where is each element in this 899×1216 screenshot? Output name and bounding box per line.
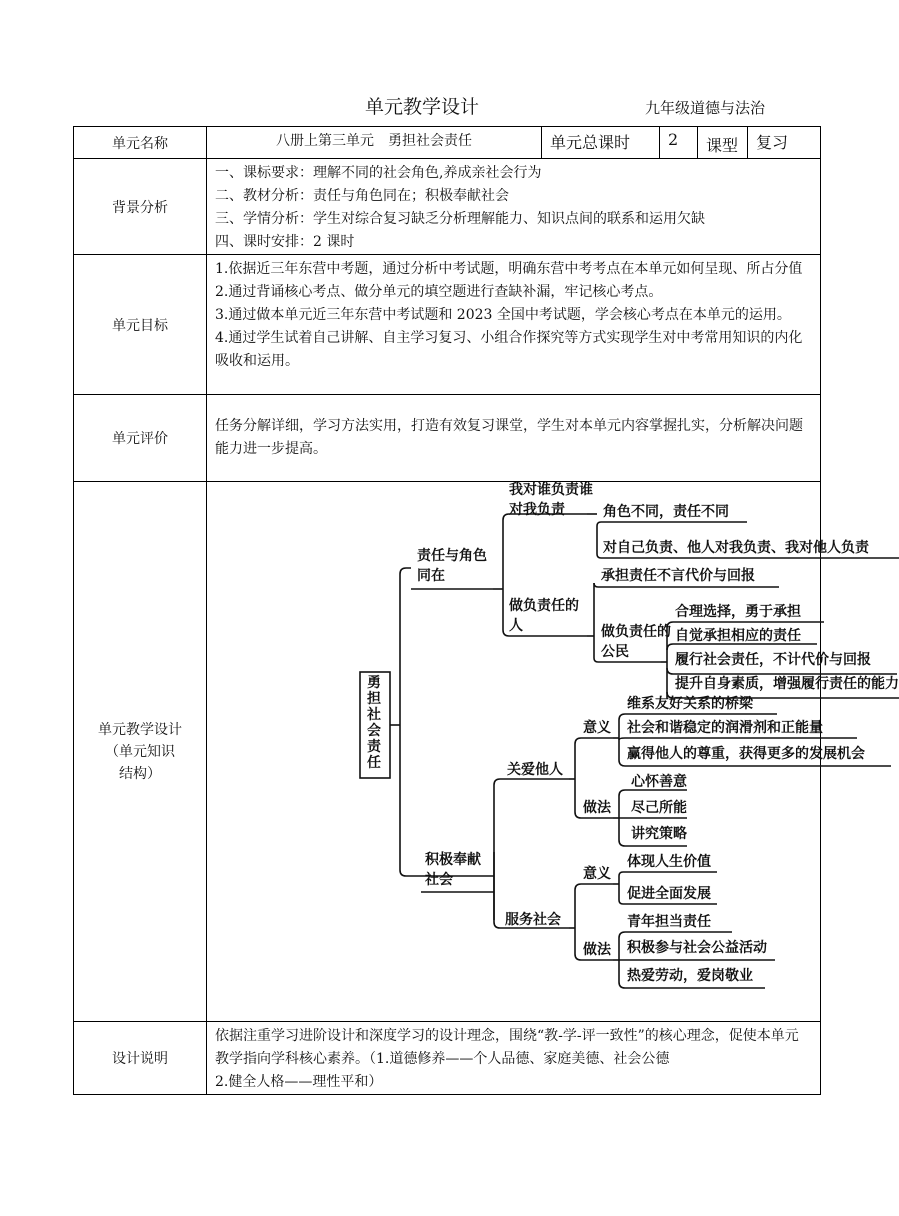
row-background [74,159,821,255]
background-line: 二、教材分析：责任与角色同在；积极奉献社会 [215,188,509,204]
map-leaf: 讲究策略 [631,826,687,842]
page-title: 单元教学设计 [365,96,480,118]
goal-item: 3.通过做本单元近三年东营中考试题和 2023 全国中考试题，学会核心考点在本单元的运用。 [215,307,791,323]
map-leaf: 积极参与社会公益活动 [627,940,767,956]
map-leaf: 促进全面发展 [627,886,711,902]
design-label-line: 单元教学设计 [98,721,182,738]
background-line: 三、学情分析：学生对综合复习缺乏分析理解能力、知识点间的联系和运用欠缺 [215,211,705,227]
map-node-responsible-person: 做负责任的人 [509,598,579,634]
map-node-serve-society: 服务社会 [505,912,561,928]
knowledge-map [207,482,899,1020]
row-design [74,482,821,1022]
background-content [207,159,821,255]
map-node-meaning: 意义 [583,866,611,882]
background-line: 一、课标要求：理解不同的社会角色,养成亲社会行为 [215,165,542,181]
map-leaf: 履行社会责任，不计代价与回报 [675,652,871,668]
goals-label: 单元目标 [74,255,207,395]
map-leaf: 尽己所能 [631,800,687,816]
knowledge-map-cell [207,482,899,1022]
row-evaluation [74,395,821,482]
map-node-responsible-citizen: 做负责任的公民 [601,624,671,660]
design-note-line: 依据注重学习进阶设计和深度学习的设计理念，围绕“教-学-评一致性”的核心理念，促使本单元教学指向学科核心素养。（1.道德修养——个人品德、家庭美德、社会公德 [215,1028,799,1067]
map-leaf: 对自己负责、他人对我负责、我对他人负责 [603,540,869,556]
unit-name-label: 单元名称 [74,127,207,159]
map-leaf: 青年担当责任 [627,914,711,930]
map-leaf: 维系友好关系的桥梁 [627,696,753,712]
map-node-care-others: 关爱他人 [507,762,563,778]
design-label-line: （单元知识 [105,743,175,760]
evaluation-label: 单元评价 [74,395,207,482]
design-label-line: 结构） [119,765,161,782]
design-label [74,482,207,1022]
map-leaf: 自觉承担相应的责任 [675,628,801,644]
map-leaf: 角色不同，责任不同 [603,504,729,520]
map-node-method: 做法 [583,942,611,958]
map-leaf: 合理选择，勇于承担 [675,604,801,620]
row-goals [74,255,821,395]
map-leaf: 承担责任不言代价与回报 [601,568,755,584]
design-note-content [207,1022,821,1095]
row-design-note [74,1022,821,1095]
map-leaf: 社会和谐稳定的润滑剂和正能量 [627,720,823,736]
map-node-who: 我对谁负责谁对我负责 [509,482,593,518]
page-subtitle: 九年级道德与法治 [645,99,766,117]
map-leaf: 体现人生价值 [627,854,711,870]
map-node-method: 做法 [583,800,611,816]
goal-item: 1.依据近三年东营中考题，通过分析中考试题，明确东营中考考点在本单元如何呈现、所占分值 [215,261,803,277]
background-label: 背景分析 [74,159,207,255]
map-leaf: 提升自身素质，增强履行责任的能力 [675,676,899,692]
lesson-type-value: 复习 [748,127,821,159]
lesson-type-label: 课型 [698,127,748,159]
evaluation-content: 任务分解详细，学习方法实用，打造有效复习课堂，学生对本单元内容掌握扎实，分析解决问题能力进一步提高。 [207,395,821,482]
map-branch-contribute-society: 积极奉献社会 [425,852,481,888]
map-leaf: 心怀善意 [631,774,687,790]
unit-hours-value: 2 [660,127,698,159]
goals-content [207,255,821,395]
design-note-line: 2.健全人格——理性平和） [215,1074,383,1090]
map-node-meaning: 意义 [583,720,611,736]
unit-hours-label: 单元总课时 [542,127,660,159]
map-leaf: 赢得他人的尊重，获得更多的发展机会 [627,746,865,762]
map-root: 勇担社会责任 [367,675,381,771]
goal-item: 4.通过学生试着自己讲解、自主学习复习、小组合作探究等方式实现学生对中考常用知识的内化吸收和运用。 [215,330,803,369]
design-note-label: 设计说明 [74,1022,207,1095]
row-unit-name [74,127,821,159]
map-leaf: 热爱劳动，爱岗敬业 [627,968,753,984]
unit-name-value: 八册上第三单元 勇担社会责任 [207,127,542,159]
background-line: 四、课时安排：2 课时 [215,234,355,250]
map-branch-responsibility-role: 责任与角色同在 [417,548,487,584]
design-table [73,126,899,1095]
goal-item: 2.通过背诵核心考点、做分单元的填空题进行查缺补漏，牢记核心考点。 [215,284,663,300]
